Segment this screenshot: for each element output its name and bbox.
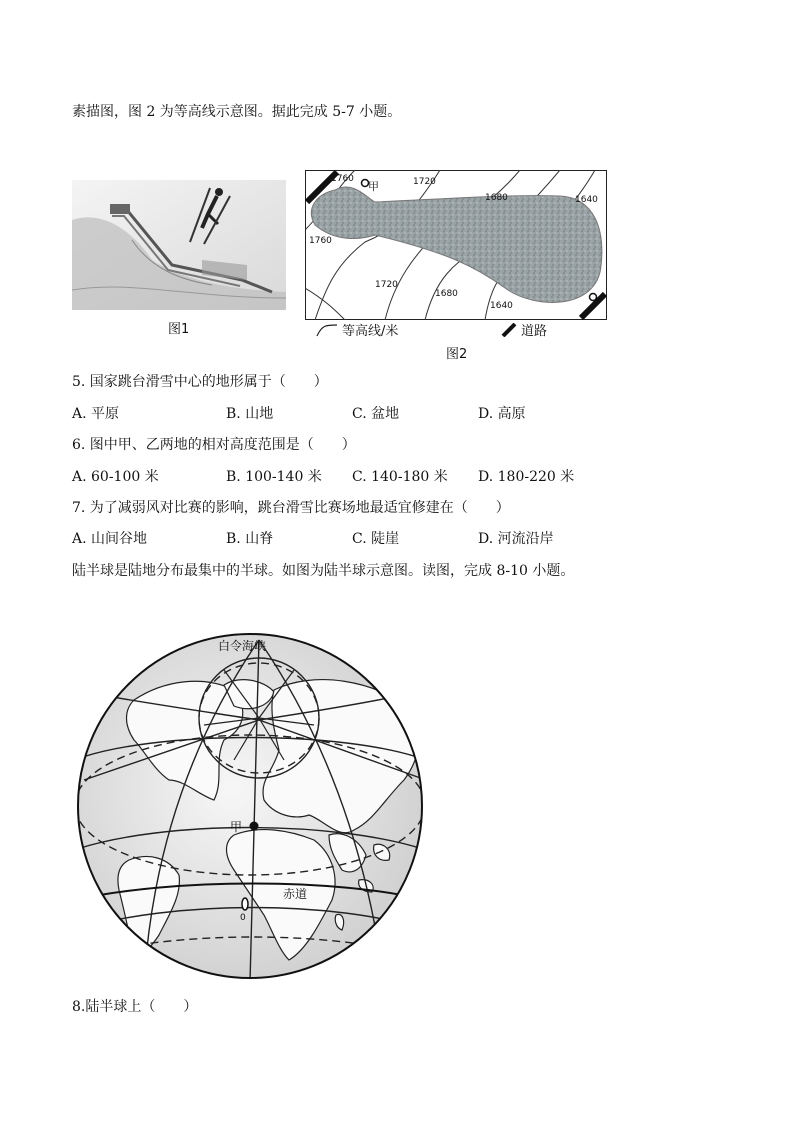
label-1680-top: 1680 [485,193,508,203]
q5-option-a: A. 平原 [72,406,120,422]
figure2-legend [316,320,596,340]
q6-option-a: A. 60-100 米 [72,469,159,485]
label-1720-top: 1720 [413,177,436,187]
q6-option-c: C. 140-180 米 [352,469,448,485]
label-bering-strait: 白令海峡 [218,639,267,653]
zero-marker [242,898,248,910]
globe-point-jia [250,822,259,831]
label-1640-top: 1640 [575,195,598,205]
contour-legend-icon [316,323,338,337]
label-zero: 0 [240,913,246,923]
figure2-contour-map [305,170,607,320]
q7-stem: 7. 为了减弱风对比赛的影响，跳台滑雪比赛场地最适宜修建在（ ） [72,500,510,516]
q6-option-d: D. 180-220 米 [478,469,575,485]
q7-option-b: B. 山脊 [226,531,274,547]
q5-option-d: D. 高原 [478,406,526,422]
land-hemisphere-globe [74,630,426,982]
q7-option-c: C. 陡崖 [352,531,400,547]
intro-line: 素描图，图 2 为等高线示意图。据此完成 5-7 小题。 [72,104,402,120]
legend-road-label: 道路 [521,324,548,339]
q8-stem: 8.陆半球上（ ） [72,999,198,1015]
label-jia: 甲 [368,180,379,193]
label-equator: 赤道 [283,887,308,901]
section2-intro: 陆半球是陆地分布最集中的半球。如图为陆半球示意图。读图，完成 8-10 小题。 [72,563,575,579]
road-legend-icon [501,323,517,337]
label-1760-top: 1760 [331,174,354,184]
q7-option-a: A. 山间谷地 [72,531,148,547]
q7-option-d: D. 河流沿岸 [478,531,554,547]
figure1-sketch [72,180,286,310]
q5-option-b: B. 山地 [226,406,274,422]
label-1760-left: 1760 [309,236,332,246]
legend-contour-label: 等高线/米 [342,324,399,339]
figure1-caption: 图1 [168,322,190,337]
q6-stem: 6. 图中甲、乙两地的相对高度范围是（ ） [72,437,356,453]
label-1720-bottom: 1720 [375,280,398,290]
label-globe-jia: 甲 [230,820,243,834]
figure2-caption: 图2 [446,347,468,362]
q5-stem: 5. 国家跳台滑雪中心的地形属于（ ） [72,374,328,390]
q5-option-c: C. 盆地 [352,406,400,422]
label-1640-bottom: 1640 [490,301,513,311]
q6-option-b: B. 100-140 米 [226,469,322,485]
point-yi [590,294,597,301]
label-1680-bottom: 1680 [435,289,458,299]
